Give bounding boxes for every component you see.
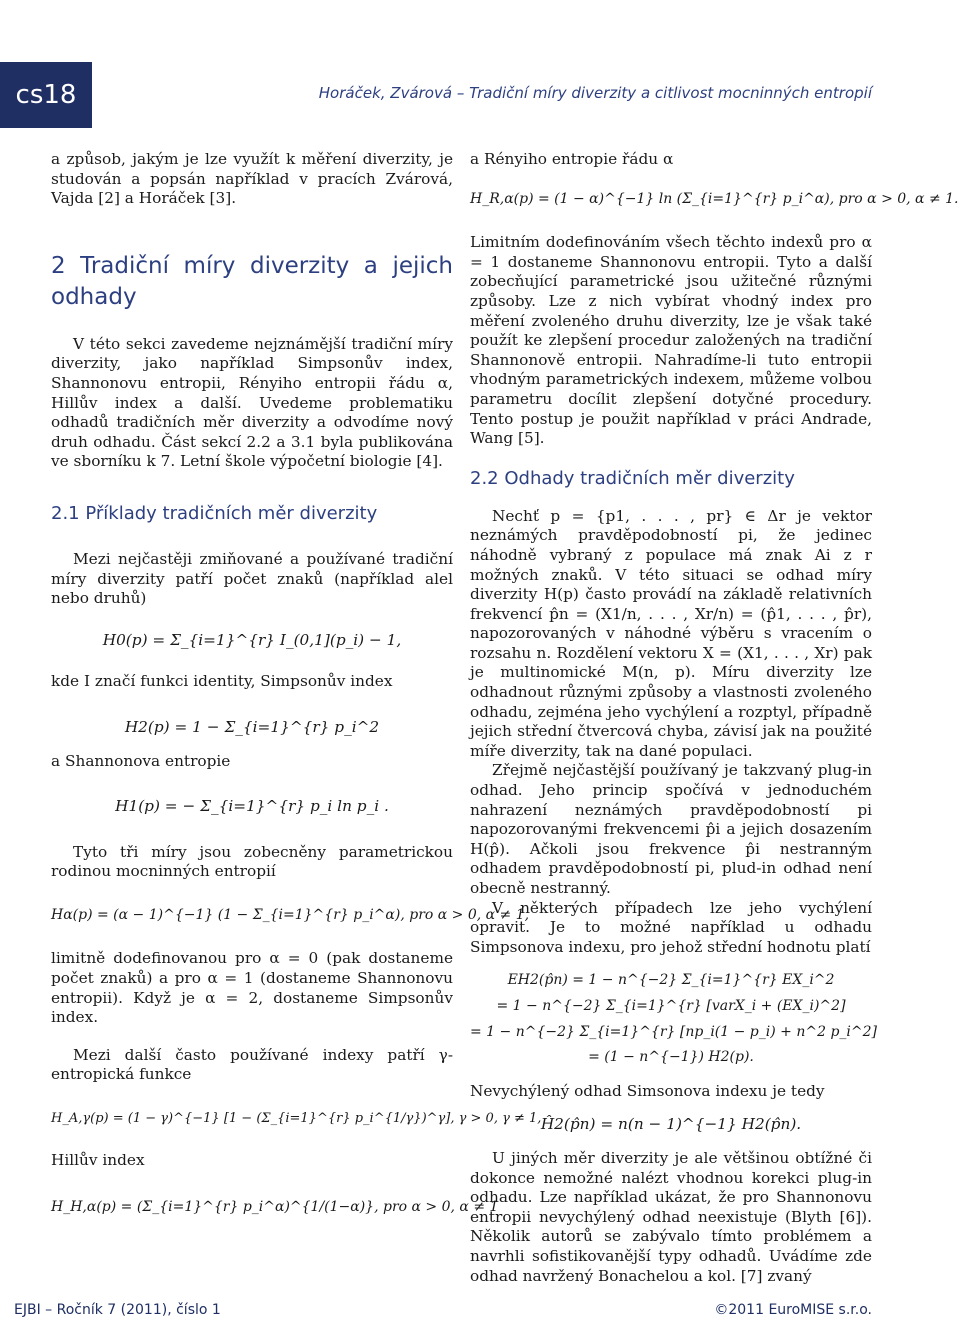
page-footer bbox=[0, 1298, 960, 1322]
equation-expectation-3: = 1 − n^{−2} Σ_{i=1}^{r} [np_i(1 − p_i) + n^2 p_i^2] bbox=[470, 1023, 877, 1040]
footer-copyright: ©2011 EuroMISE s.r.o. bbox=[714, 1302, 872, 1318]
paragraph: V některých případech lze jeho vychýlení opravit. Je to možné například u odhadu Simpsonova indexu, pro jehož střední hodnotu platí bbox=[470, 898, 872, 956]
page-header bbox=[0, 0, 960, 128]
paragraph: a Shannonova entropie bbox=[51, 751, 231, 770]
running-title: Horáček, Zvárová – Tradiční míry diverzity a citlivost mocninných entropií bbox=[318, 84, 872, 102]
paragraph: Zřejmě nejčastější používaný je takzvaný plug-in odhad. Jeho princip spočívá v jednoduchém nahrazení neznámých pravděpodobností pi napozorovanými frekvencemi p̂i a jejich dosazením H(p̂). Ačkoli jsou frekvence p̂i nestranným odhadem pravděpodobností pi, plud-in odhad není obecně nestranný. bbox=[470, 761, 872, 897]
paragraph: Nevychýlený odhad Simsonova indexu je tedy bbox=[470, 1081, 825, 1100]
paragraph: Mezi nejčastěji zmiňované a používané tradiční míry diverzity patří počet znaků (například alel nebo druhů) bbox=[51, 549, 453, 608]
paragraph: a Rényiho entropie řádu α bbox=[470, 150, 674, 168]
equation-renyi: H_R,α(p) = (1 − α)^{−1} ln (Σ_{i=1}^{r} p_i^α), pro α > 0, α ≠ 1. bbox=[470, 190, 959, 207]
left-column bbox=[51, 150, 542, 1218]
equation-h1: H1(p) = − Σ_{i=1}^{r} p_i ln p_i . bbox=[115, 797, 389, 816]
paragraph: Nechť p = {p1, . . . , pr} ∈ Δr je vektor neznámých pravděpodobností pi, že jedinec náhodně vybraný z populace má znak Ai z r možných znaků. V této situaci se odhad míry diverzity H(p) často provádí na základě relativních frekvencí p̂n = (X1/n, . . . , Xr/n) = (p̂1, . . . , p̂r), napozorovaných v náhodné výběru s vracením o rozsahu n. Rozdělení vektoru X = (X1, . . . , Xr) pak je multinomické M(n, p). Míru diverzity lze odhadnout různými způsoby a vlastnosti zvoleného odhadu, zejména jeho vychýlení a rozptyl, případně jejich střední čtvercová chyba, závisí jak na použité míře diverzity, tak na dané populaci. bbox=[470, 506, 872, 760]
paragraph: limitně dodefinovanou pro α = 0 (pak dostaneme počet znaků) a pro α = 1 (dostaneme Shannonovu entropii). Když je α = 2, dostaneme Simpsonův index. bbox=[51, 949, 453, 1027]
section-paragraph: V této sekci zavedeme nejznámější tradiční míry diverzity, jako například Simpsonův index, Shannonovu entropii, Rényiho entropii řádu α, Hillův index a další. Uvedeme problematiku odhadů tradičních měr diverzity a odvodíme nový druh odhadu. Část sekcí 2.2 a 3.1 byla publikována ve sborníku k 7. Letní škole výpočetní biologie [4]. bbox=[51, 334, 453, 471]
intro-paragraph: a způsob, jakým je lze využít k měření diverzity, je studován a popsán například v pracích Zvárová, Vajda [2] a Horáček [3]. bbox=[51, 150, 453, 208]
subsection-title-2-2: 2.2 Odhady tradičních měr diverzity bbox=[470, 467, 795, 489]
equation-unbiased: Ĥ2(p̂n) = n(n − 1)^{−1} H2(p̂n). bbox=[540, 1115, 802, 1134]
paragraph: Mezi další často používané indexy patří γ-entropická funkce bbox=[51, 1045, 453, 1084]
right-column bbox=[470, 150, 959, 1286]
section-title: 2 Tradiční míry diverzity a jejich odhady bbox=[51, 252, 453, 310]
journal-badge: cs18 bbox=[0, 62, 92, 128]
subsection-title-2-1: 2.1 Příklady tradičních měr diverzity bbox=[51, 502, 378, 524]
equation-expectation-4: = (1 − n^{−1}) H2(p). bbox=[588, 1049, 754, 1066]
equation-expectation-2: = 1 − n^{−2} Σ_{i=1}^{r} [varX_i + (EX_i)^2] bbox=[496, 997, 846, 1014]
equation-h0: H0(p) = Σ_{i=1}^{r} I_(0,1](p_i) − 1, bbox=[102, 630, 402, 649]
paragraph: Hillův index bbox=[51, 1150, 145, 1169]
equation-hill: H_H,α(p) = (Σ_{i=1}^{r} p_i^α)^{1/(1−α)}, pro α > 0, α ≠ 1 bbox=[51, 1199, 499, 1216]
paragraph: Limitním dodefinováním všech těchto indexů pro α = 1 dostaneme Shannonovu entropii. Tyto a další zobecňující parametrické jsou užitečné různými způsoby. Lze z nich vybírat vhodný index pro měření zvoleného druhu diverzity, lze je však také použít ke zlepšení procedur založených na tradiční Shannonově entropii. Nahradíme-li tuto entropii vhodným parametrických indexem, můžeme volbou parametru docílit zlepšení dotyčné procedury. Tento postup je použit například v práci Andrade, Wang [5]. bbox=[470, 233, 872, 448]
paragraph: U jiných měr diverzity je ale většinou obtížné či dokonce nemožné nalézt vhodnou korekci plug-in odhadu. Lze například ukázat, že pro Shannonovu entropii nevychýlený odhad neexistuje (Blyth [6]). Několik autorů se zabývalo tímto problémem a navrhli sofistikovanější typy odhadů. Uvádíme zde odhad navržený Bonachelou a kol. [7] zvaný bbox=[470, 1148, 872, 1285]
paragraph: kde I značí funkci identity, Simpsonův index bbox=[51, 672, 393, 691]
equation-expectation-1: EH2(p̂n) = 1 − n^{−2} Σ_{i=1}^{r} EX_i^2 bbox=[507, 972, 835, 989]
paragraph: Tyto tři míry jsou zobecněny parametrickou rodinou mocninných entropií bbox=[51, 842, 453, 881]
footer-journal: EJBI – Ročník 7 (2011), číslo 1 bbox=[14, 1302, 221, 1318]
equation-h-alpha: Hα(p) = (α − 1)^{−1} (1 − Σ_{i=1}^{r} p_i^α), pro α > 0, α ≠ 1, bbox=[51, 906, 530, 923]
equation-h-gamma: H_A,γ(p) = (1 − γ)^{−1} [1 − (Σ_{i=1}^{r} p_i^{1/γ})^γ], γ > 0, γ ≠ 1, bbox=[51, 1111, 542, 1127]
equation-h2: H2(p) = 1 − Σ_{i=1}^{r} p_i^2 bbox=[124, 717, 380, 736]
